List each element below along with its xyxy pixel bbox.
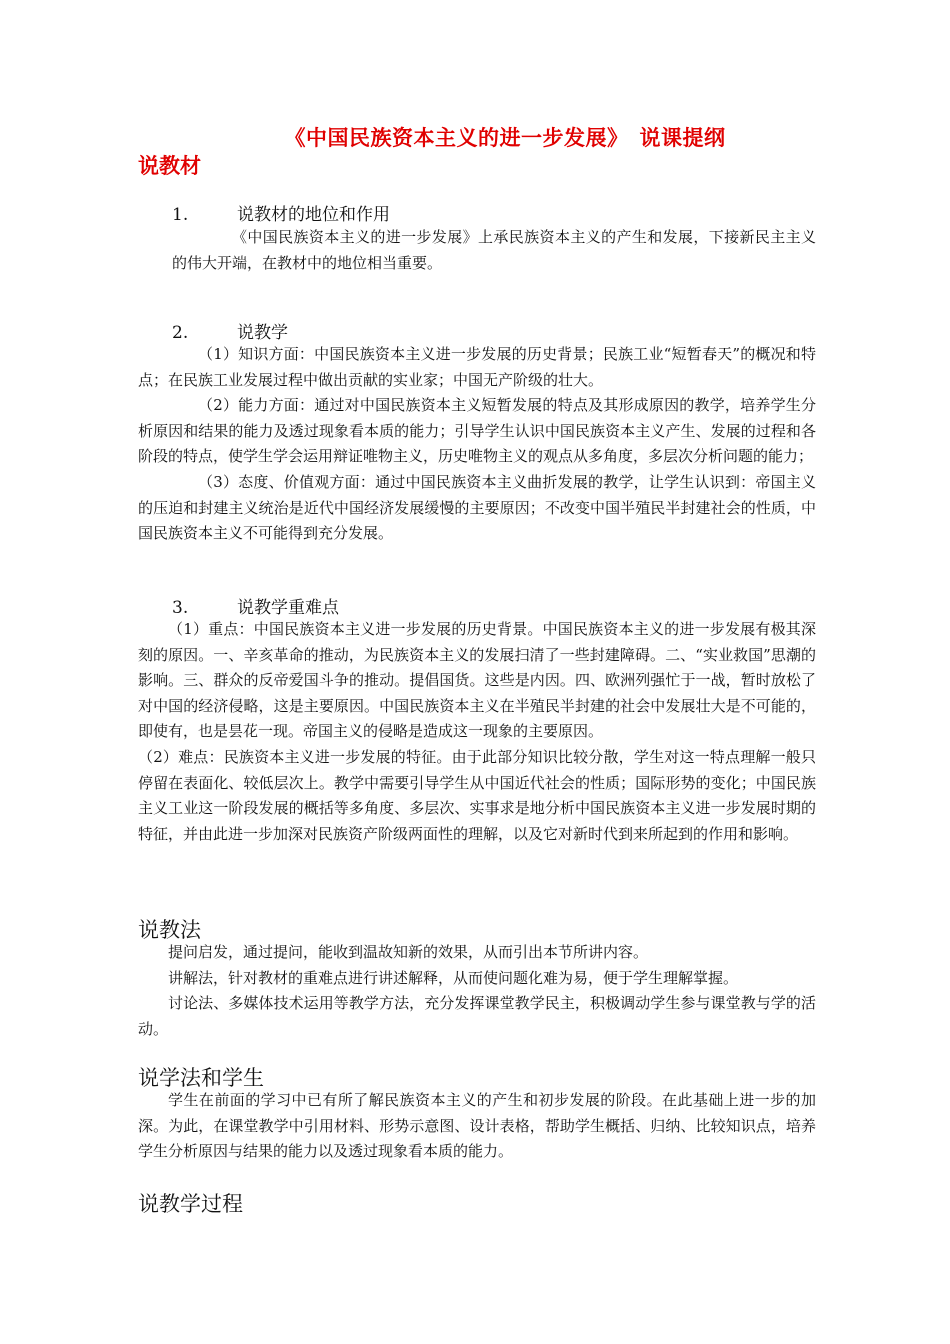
paragraph-students: 学生在前面的学习中已有所了解民族资本主义的产生和初步发展的阶段。在此基础上进一步的加深。为此，在课堂教学中引用材料、形势示意图、设计表格，帮助学生概括、归纳、比较知识点，培养学生分析原因与结果的能力以及透过现象看本质的能力。: [138, 1091, 816, 1161]
section-heading-textbook: 说教材: [138, 153, 201, 178]
paragraph-difficult-point: （2）难点：民族资本主义进一步发展的特征。由于此部分知识比较分散，学生对这一特点理解一般只停留在表面化、较低层次上。教学中需要引导学生从中国近代社会的性质；国际形势的变化；中国民族主义工业这一阶段发展的概括等多角度、多层次、实事求是地分析中国民族资本主义进一步发展时期的特征，并由此进一步加深对民族资产阶级两面性的理解，以及它对新时代到来所起到的作用和影响。: [138, 747, 816, 843]
section-heading-students: 说学法和学生: [138, 1066, 264, 1090]
paragraph-knowledge: （1）知识方面：中国民族资本主义进一步发展的历史背景；民族工业“短暂春天”的概况和特点；在民族工业发展过程中做出贡献的实业家；中国无产阶级的壮大。: [138, 345, 816, 389]
paragraph-method-2: 讲解法，针对教材的重难点进行讲述解释，从而使问题化难为易，便于学生理解掌握。: [168, 968, 739, 987]
paragraph-group-teaching-goals: [138, 342, 816, 547]
subheading-2-number: 2.: [172, 323, 189, 343]
document-title: 《中国民族资本主义的进一步发展》 说课提纲: [284, 125, 726, 150]
paragraph-textbook-role: [172, 225, 816, 276]
paragraph-method-1: 提问启发，通过提问，能收到温故知新的效果，从而引出本节所讲内容。: [168, 943, 649, 961]
section-heading-methods: 说教法: [138, 918, 201, 942]
section-heading-process: 说教学过程: [138, 1192, 243, 1216]
subheading-3-label: 说教学重难点: [237, 598, 339, 618]
paragraph-group-methods: [138, 940, 816, 1042]
subheading-2-label: 说教学: [237, 323, 288, 343]
subheading-1-number: 1.: [172, 205, 189, 225]
paragraph-attitude: （3）态度、价值观方面：通过中国民族资本主义曲折发展的教学，让学生认识到：帝国主义的压迫和封建主义统治是近代中国经济发展缓慢的主要原因；不改变中国半殖民半封建社会的性质，中国民族资本主义不可能得到充分发展。: [138, 472, 816, 543]
subheading-1: [172, 200, 390, 225]
paragraph-method-3: 讨论法、多媒体技术运用等教学方法，充分发挥课堂教学民主，积极调动学生参与课堂教与学的活动。: [138, 994, 816, 1038]
paragraph-group-students: [138, 1088, 816, 1165]
paragraph-group-key-points: [138, 617, 816, 847]
subheading-3-number: 3.: [172, 598, 189, 618]
subheading-1-label: 说教材的地位和作用: [237, 205, 390, 225]
paragraph-key-point: （1）重点：中国民族资本主义进一步发展的历史背景。中国民族资本主义的进一步发展有极其深刻的原因。一、辛亥革命的推动，为民族资本主义的发展扫清了一些封建障碍。二、“实业救国”思潮的影响。三、群众的反帝爱国斗争的推动。提倡国货。这些是内因。四、欧洲列强忙于一战，暂时放松了对中国的经济侵略，这是主要原因。中国民族资本主义在半殖民半封建的社会中发展壮大是不可能的，即使有，也是昙花一现。帝国主义的侵略是造成这一现象的主要原因。: [138, 620, 816, 741]
paragraph-ability: （2）能力方面：通过对中国民族资本主义短暂发展的特点及其形成原因的教学，培养学生分析原因和结果的能力及透过现象看本质的能力；引导学生认识中国民族资本主义产生、发展的过程和各阶段的特点，使学生学会运用辩证唯物主义，历史唯物主义的观点从多角度，多层次分析问题的能力；: [138, 396, 816, 466]
subheading-3: [172, 593, 339, 618]
subheading-2: [172, 318, 288, 343]
paragraph-text: 《中国民族资本主义的进一步发展》上承民族资本主义的产生和发展，下接新民主主义的伟大开端，在教材中的地位相当重要。: [172, 228, 816, 272]
